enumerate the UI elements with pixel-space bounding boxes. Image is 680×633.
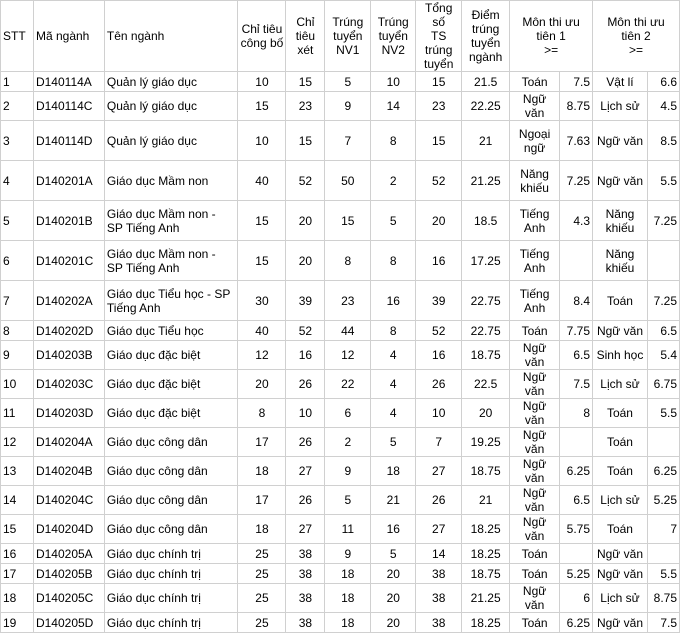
header-stt: STT bbox=[1, 1, 34, 72]
cell-stt: 16 bbox=[1, 544, 34, 564]
cell-stt: 18 bbox=[1, 584, 34, 613]
cell-diem-mon-1: 7.5 bbox=[560, 370, 593, 399]
cell-tong-so: 16 bbox=[416, 341, 462, 370]
cell-nv1: 2 bbox=[325, 428, 371, 457]
cell-stt: 7 bbox=[1, 281, 34, 321]
cell-stt: 9 bbox=[1, 341, 34, 370]
cell-nv1: 5 bbox=[325, 72, 371, 92]
cell-nv2: 10 bbox=[371, 72, 416, 92]
cell-nv1: 5 bbox=[325, 486, 371, 515]
cell-diem-mon-2: 7.5 bbox=[647, 613, 679, 633]
cell-nv1: 9 bbox=[325, 457, 371, 486]
cell-chi-tieu-xet: 10 bbox=[286, 399, 325, 428]
cell-diem: 21.25 bbox=[462, 584, 510, 613]
cell-diem-mon-1: 7.25 bbox=[560, 161, 593, 201]
cell-stt: 15 bbox=[1, 515, 34, 544]
cell-tong-so: 16 bbox=[416, 241, 462, 281]
cell-ma-nganh: D140114A bbox=[33, 72, 104, 92]
cell-ten-nganh: Giáo dục Tiểu học - SP Tiếng Anh bbox=[104, 281, 238, 321]
cell-diem-mon-2: 5.5 bbox=[647, 564, 679, 584]
cell-nv2: 14 bbox=[371, 92, 416, 121]
cell-ma-nganh: D140204B bbox=[33, 457, 104, 486]
cell-mon-1: Ngữ văn bbox=[510, 515, 560, 544]
cell-tong-so: 52 bbox=[416, 161, 462, 201]
cell-chi-tieu-cong-bo: 25 bbox=[238, 613, 286, 633]
cell-nv2: 8 bbox=[371, 321, 416, 341]
cell-diem-mon-1 bbox=[560, 241, 593, 281]
cell-stt: 13 bbox=[1, 457, 34, 486]
cell-tong-so: 27 bbox=[416, 457, 462, 486]
cell-diem: 20 bbox=[462, 399, 510, 428]
table-row bbox=[1, 584, 680, 613]
cell-chi-tieu-xet: 39 bbox=[286, 281, 325, 321]
header-trung-tuyen-nv2: Trúng tuyển NV2 bbox=[371, 1, 416, 72]
cell-mon-2: Toán bbox=[593, 399, 648, 428]
cell-chi-tieu-xet: 23 bbox=[286, 92, 325, 121]
cell-stt: 8 bbox=[1, 321, 34, 341]
cell-nv1: 15 bbox=[325, 201, 371, 241]
cell-chi-tieu-cong-bo: 17 bbox=[238, 486, 286, 515]
cell-nv2: 5 bbox=[371, 544, 416, 564]
cell-diem: 21 bbox=[462, 121, 510, 161]
cell-diem-mon-2: 6.25 bbox=[647, 457, 679, 486]
cell-tong-so: 38 bbox=[416, 564, 462, 584]
header-trung-tuyen-nv1: Trúng tuyển NV1 bbox=[325, 1, 371, 72]
cell-chi-tieu-cong-bo: 12 bbox=[238, 341, 286, 370]
cell-chi-tieu-cong-bo: 25 bbox=[238, 544, 286, 564]
cell-nv1: 8 bbox=[325, 241, 371, 281]
table-row bbox=[1, 515, 680, 544]
cell-diem-mon-1: 6.5 bbox=[560, 486, 593, 515]
cell-mon-1: Ngữ văn bbox=[510, 428, 560, 457]
cell-mon-2: Vật lí bbox=[593, 72, 648, 92]
cell-mon-1: Ngữ văn bbox=[510, 584, 560, 613]
cell-nv1: 6 bbox=[325, 399, 371, 428]
cell-chi-tieu-xet: 26 bbox=[286, 370, 325, 399]
cell-diem-mon-2 bbox=[647, 544, 679, 564]
cell-stt: 19 bbox=[1, 613, 34, 633]
cell-diem-mon-1: 8.75 bbox=[560, 92, 593, 121]
cell-chi-tieu-cong-bo: 18 bbox=[238, 515, 286, 544]
cell-ma-nganh: D140203D bbox=[33, 399, 104, 428]
cell-mon-2: Sinh học bbox=[593, 341, 648, 370]
table-row bbox=[1, 399, 680, 428]
cell-stt: 1 bbox=[1, 72, 34, 92]
cell-diem-mon-2 bbox=[647, 241, 679, 281]
cell-diem-mon-2: 7.25 bbox=[647, 281, 679, 321]
cell-diem: 18.5 bbox=[462, 201, 510, 241]
cell-diem: 18.25 bbox=[462, 613, 510, 633]
cell-stt: 14 bbox=[1, 486, 34, 515]
cell-chi-tieu-cong-bo: 18 bbox=[238, 457, 286, 486]
cell-chi-tieu-xet: 38 bbox=[286, 613, 325, 633]
cell-mon-1: Ngữ văn bbox=[510, 457, 560, 486]
cell-ten-nganh: Quản lý giáo dục bbox=[104, 121, 238, 161]
cell-diem-mon-1: 4.3 bbox=[560, 201, 593, 241]
cell-mon-2: Lịch sử bbox=[593, 584, 648, 613]
table-row bbox=[1, 92, 680, 121]
cell-ten-nganh: Giáo dục đặc biệt bbox=[104, 399, 238, 428]
cell-mon-2: Ngữ văn bbox=[593, 544, 648, 564]
header-chi-tieu-xet: Chỉ tiêu xét bbox=[286, 1, 325, 72]
cell-diem-mon-1 bbox=[560, 544, 593, 564]
cell-ten-nganh: Giáo dục chính trị bbox=[104, 584, 238, 613]
cell-diem: 19.25 bbox=[462, 428, 510, 457]
header-diem-trung-tuyen: Điểm trúng tuyển ngành bbox=[462, 1, 510, 72]
cell-mon-1: Ngoại ngữ bbox=[510, 121, 560, 161]
cell-nv1: 23 bbox=[325, 281, 371, 321]
cell-ma-nganh: D140205D bbox=[33, 613, 104, 633]
cell-nv1: 18 bbox=[325, 564, 371, 584]
cell-ma-nganh: D140201B bbox=[33, 201, 104, 241]
table-row bbox=[1, 457, 680, 486]
cell-stt: 12 bbox=[1, 428, 34, 457]
cell-nv2: 5 bbox=[371, 201, 416, 241]
cell-stt: 4 bbox=[1, 161, 34, 201]
cell-mon-1: Toán bbox=[510, 564, 560, 584]
cell-ten-nganh: Giáo dục Mầm non - SP Tiếng Anh bbox=[104, 241, 238, 281]
cell-diem-mon-2: 5.5 bbox=[647, 161, 679, 201]
cell-chi-tieu-cong-bo: 15 bbox=[238, 241, 286, 281]
cell-diem: 22.5 bbox=[462, 370, 510, 399]
cell-chi-tieu-cong-bo: 17 bbox=[238, 428, 286, 457]
cell-nv1: 18 bbox=[325, 613, 371, 633]
cell-chi-tieu-cong-bo: 25 bbox=[238, 584, 286, 613]
cell-nv1: 11 bbox=[325, 515, 371, 544]
cell-diem-mon-1: 7.5 bbox=[560, 72, 593, 92]
cell-diem-mon-2: 5.5 bbox=[647, 399, 679, 428]
cell-diem-mon-1: 8.4 bbox=[560, 281, 593, 321]
cell-diem: 22.25 bbox=[462, 92, 510, 121]
cell-diem-mon-2: 6.5 bbox=[647, 321, 679, 341]
cell-ten-nganh: Giáo dục công dân bbox=[104, 457, 238, 486]
cell-mon-2: Ngữ văn bbox=[593, 613, 648, 633]
table-row bbox=[1, 486, 680, 515]
cell-nv2: 8 bbox=[371, 121, 416, 161]
cell-nv2: 4 bbox=[371, 399, 416, 428]
cell-mon-2: Lịch sử bbox=[593, 92, 648, 121]
cell-ma-nganh: D140204D bbox=[33, 515, 104, 544]
cell-nv2: 5 bbox=[371, 428, 416, 457]
cell-mon-2: Ngữ văn bbox=[593, 161, 648, 201]
cell-diem-mon-1: 5.75 bbox=[560, 515, 593, 544]
cell-ten-nganh: Giáo dục chính trị bbox=[104, 564, 238, 584]
cell-diem-mon-2: 8.75 bbox=[647, 584, 679, 613]
cell-diem-mon-2: 7.25 bbox=[647, 201, 679, 241]
cell-chi-tieu-xet: 26 bbox=[286, 486, 325, 515]
cell-nv2: 21 bbox=[371, 486, 416, 515]
cell-diem: 18.25 bbox=[462, 515, 510, 544]
cell-chi-tieu-cong-bo: 20 bbox=[238, 370, 286, 399]
cell-tong-so: 10 bbox=[416, 399, 462, 428]
cell-ten-nganh: Giáo dục chính trị bbox=[104, 544, 238, 564]
cell-diem-mon-2 bbox=[647, 428, 679, 457]
table-row bbox=[1, 121, 680, 161]
cell-stt: 11 bbox=[1, 399, 34, 428]
table-row bbox=[1, 72, 680, 92]
cell-chi-tieu-xet: 26 bbox=[286, 428, 325, 457]
cell-mon-2: Toán bbox=[593, 457, 648, 486]
cell-ma-nganh: D140114C bbox=[33, 92, 104, 121]
cell-chi-tieu-xet: 52 bbox=[286, 161, 325, 201]
cell-tong-so: 38 bbox=[416, 613, 462, 633]
cell-ma-nganh: D140203B bbox=[33, 341, 104, 370]
cell-ma-nganh: D140202A bbox=[33, 281, 104, 321]
cell-nv1: 44 bbox=[325, 321, 371, 341]
cell-chi-tieu-xet: 16 bbox=[286, 341, 325, 370]
cell-nv1: 50 bbox=[325, 161, 371, 201]
cell-ma-nganh: D140202D bbox=[33, 321, 104, 341]
cell-mon-1: Toán bbox=[510, 321, 560, 341]
cell-diem-mon-1: 5.25 bbox=[560, 564, 593, 584]
cell-diem-mon-1: 6.25 bbox=[560, 457, 593, 486]
cell-tong-so: 27 bbox=[416, 515, 462, 544]
cell-tong-so: 15 bbox=[416, 121, 462, 161]
cell-diem-mon-1: 7.75 bbox=[560, 321, 593, 341]
cell-nv2: 16 bbox=[371, 515, 416, 544]
cell-diem-mon-1: 6.25 bbox=[560, 613, 593, 633]
cell-mon-2: Năng khiếu bbox=[593, 241, 648, 281]
cell-diem-mon-1: 6 bbox=[560, 584, 593, 613]
cell-mon-2: Ngữ văn bbox=[593, 121, 648, 161]
cell-mon-1: Toán bbox=[510, 613, 560, 633]
table-row bbox=[1, 161, 680, 201]
cell-mon-1: Ngữ văn bbox=[510, 341, 560, 370]
cell-nv2: 20 bbox=[371, 584, 416, 613]
cell-diem: 22.75 bbox=[462, 281, 510, 321]
cell-ten-nganh: Giáo dục đặc biệt bbox=[104, 341, 238, 370]
cell-chi-tieu-xet: 38 bbox=[286, 544, 325, 564]
cell-tong-so: 52 bbox=[416, 321, 462, 341]
cell-ma-nganh: D140203C bbox=[33, 370, 104, 399]
cell-diem-mon-1: 6.5 bbox=[560, 341, 593, 370]
cell-ma-nganh: D140205B bbox=[33, 564, 104, 584]
cell-diem-mon-1: 8 bbox=[560, 399, 593, 428]
cell-mon-1: Ngữ văn bbox=[510, 370, 560, 399]
table-row bbox=[1, 544, 680, 564]
cell-chi-tieu-cong-bo: 30 bbox=[238, 281, 286, 321]
cell-stt: 6 bbox=[1, 241, 34, 281]
cell-mon-2: Lịch sử bbox=[593, 486, 648, 515]
cell-nv1: 22 bbox=[325, 370, 371, 399]
table-row bbox=[1, 613, 680, 633]
cell-ma-nganh: D140114D bbox=[33, 121, 104, 161]
cell-chi-tieu-cong-bo: 10 bbox=[238, 72, 286, 92]
cell-mon-1: Năng khiếu bbox=[510, 161, 560, 201]
cell-mon-2: Toán bbox=[593, 281, 648, 321]
header-ten-nganh: Tên ngành bbox=[104, 1, 238, 72]
header-tong-so-ts: Tổng số TS trúng tuyển bbox=[416, 1, 462, 72]
cell-mon-2: Năng khiếu bbox=[593, 201, 648, 241]
table-row bbox=[1, 564, 680, 584]
cell-diem-mon-2: 5.25 bbox=[647, 486, 679, 515]
cell-chi-tieu-cong-bo: 15 bbox=[238, 92, 286, 121]
cell-diem: 17.25 bbox=[462, 241, 510, 281]
cell-diem-mon-2: 6.6 bbox=[647, 72, 679, 92]
cell-chi-tieu-cong-bo: 10 bbox=[238, 121, 286, 161]
cell-diem-mon-1: 7.63 bbox=[560, 121, 593, 161]
cell-ma-nganh: D140201C bbox=[33, 241, 104, 281]
cell-nv2: 4 bbox=[371, 341, 416, 370]
cell-tong-so: 26 bbox=[416, 486, 462, 515]
cell-diem: 18.75 bbox=[462, 457, 510, 486]
cell-tong-so: 14 bbox=[416, 544, 462, 564]
cell-diem: 22.75 bbox=[462, 321, 510, 341]
cell-chi-tieu-xet: 20 bbox=[286, 241, 325, 281]
cell-stt: 10 bbox=[1, 370, 34, 399]
cell-nv1: 9 bbox=[325, 544, 371, 564]
cell-diem: 18.75 bbox=[462, 341, 510, 370]
cell-diem: 21.5 bbox=[462, 72, 510, 92]
cell-mon-1: Tiếng Anh bbox=[510, 281, 560, 321]
cell-ten-nganh: Quản lý giáo dục bbox=[104, 92, 238, 121]
cell-tong-so: 38 bbox=[416, 584, 462, 613]
cell-stt: 2 bbox=[1, 92, 34, 121]
cell-nv2: 18 bbox=[371, 457, 416, 486]
cell-ma-nganh: D140205A bbox=[33, 544, 104, 564]
cell-mon-2: Ngữ văn bbox=[593, 564, 648, 584]
cell-diem: 21 bbox=[462, 486, 510, 515]
cell-nv1: 18 bbox=[325, 584, 371, 613]
cell-chi-tieu-cong-bo: 25 bbox=[238, 564, 286, 584]
cell-diem-mon-2: 8.5 bbox=[647, 121, 679, 161]
header-ma-nganh: Mã ngành bbox=[33, 1, 104, 72]
cell-diem-mon-2: 5.4 bbox=[647, 341, 679, 370]
cell-chi-tieu-xet: 15 bbox=[286, 121, 325, 161]
cell-ma-nganh: D140205C bbox=[33, 584, 104, 613]
cell-mon-1: Ngữ văn bbox=[510, 92, 560, 121]
cell-ten-nganh: Quản lý giáo dục bbox=[104, 72, 238, 92]
cell-tong-so: 20 bbox=[416, 201, 462, 241]
cell-ma-nganh: D140204A bbox=[33, 428, 104, 457]
table-row bbox=[1, 321, 680, 341]
cell-tong-so: 23 bbox=[416, 92, 462, 121]
cell-ten-nganh: Giáo dục Mầm non - SP Tiếng Anh bbox=[104, 201, 238, 241]
cell-diem: 21.25 bbox=[462, 161, 510, 201]
cell-mon-1: Tiếng Anh bbox=[510, 241, 560, 281]
cell-nv2: 4 bbox=[371, 370, 416, 399]
cell-mon-2: Toán bbox=[593, 515, 648, 544]
header-mon-uu-tien-1: Môn thi ưu tiên 1 >= bbox=[510, 1, 593, 72]
cell-tong-so: 15 bbox=[416, 72, 462, 92]
cell-mon-2: Toán bbox=[593, 428, 648, 457]
cell-diem-mon-2: 7 bbox=[647, 515, 679, 544]
cell-nv2: 8 bbox=[371, 241, 416, 281]
cell-diem: 18.75 bbox=[462, 564, 510, 584]
cell-nv2: 16 bbox=[371, 281, 416, 321]
cell-nv2: 20 bbox=[371, 564, 416, 584]
cell-ten-nganh: Giáo dục đặc biệt bbox=[104, 370, 238, 399]
cell-nv2: 2 bbox=[371, 161, 416, 201]
cell-chi-tieu-xet: 15 bbox=[286, 72, 325, 92]
cell-mon-2: Lịch sử bbox=[593, 370, 648, 399]
cell-stt: 3 bbox=[1, 121, 34, 161]
cell-chi-tieu-cong-bo: 40 bbox=[238, 161, 286, 201]
cell-mon-1: Ngữ văn bbox=[510, 486, 560, 515]
cell-chi-tieu-cong-bo: 8 bbox=[238, 399, 286, 428]
table-row bbox=[1, 241, 680, 281]
cell-ma-nganh: D140201A bbox=[33, 161, 104, 201]
cell-chi-tieu-cong-bo: 40 bbox=[238, 321, 286, 341]
cell-tong-so: 26 bbox=[416, 370, 462, 399]
header-row bbox=[1, 1, 680, 72]
cell-chi-tieu-xet: 52 bbox=[286, 321, 325, 341]
cell-stt: 17 bbox=[1, 564, 34, 584]
cell-diem-mon-2: 6.75 bbox=[647, 370, 679, 399]
cell-nv1: 7 bbox=[325, 121, 371, 161]
cell-tong-so: 39 bbox=[416, 281, 462, 321]
cell-stt: 5 bbox=[1, 201, 34, 241]
cell-nv1: 12 bbox=[325, 341, 371, 370]
cell-diem-mon-1 bbox=[560, 428, 593, 457]
cell-ten-nganh: Giáo dục chính trị bbox=[104, 613, 238, 633]
cell-ten-nganh: Giáo dục Tiểu học bbox=[104, 321, 238, 341]
table-row bbox=[1, 370, 680, 399]
cell-mon-1: Tiếng Anh bbox=[510, 201, 560, 241]
header-chi-tieu-cong-bo: Chỉ tiêu công bố bbox=[238, 1, 286, 72]
cell-tong-so: 7 bbox=[416, 428, 462, 457]
table-row bbox=[1, 201, 680, 241]
cell-chi-tieu-xet: 38 bbox=[286, 584, 325, 613]
cell-chi-tieu-xet: 38 bbox=[286, 564, 325, 584]
table-row bbox=[1, 428, 680, 457]
cell-chi-tieu-xet: 27 bbox=[286, 457, 325, 486]
cell-diem: 18.25 bbox=[462, 544, 510, 564]
cell-chi-tieu-cong-bo: 15 bbox=[238, 201, 286, 241]
cell-chi-tieu-xet: 27 bbox=[286, 515, 325, 544]
cell-ten-nganh: Giáo dục công dân bbox=[104, 428, 238, 457]
header-mon-uu-tien-2: Môn thi ưu tiên 2 >= bbox=[593, 1, 680, 72]
cell-nv1: 9 bbox=[325, 92, 371, 121]
table-row bbox=[1, 281, 680, 321]
cell-mon-2: Ngữ văn bbox=[593, 321, 648, 341]
cell-nv2: 20 bbox=[371, 613, 416, 633]
cell-mon-1: Ngữ văn bbox=[510, 399, 560, 428]
table-row bbox=[1, 341, 680, 370]
cell-mon-1: Toán bbox=[510, 72, 560, 92]
cell-ten-nganh: Giáo dục công dân bbox=[104, 486, 238, 515]
cell-chi-tieu-xet: 20 bbox=[286, 201, 325, 241]
cell-ten-nganh: Giáo dục Mầm non bbox=[104, 161, 238, 201]
cell-ma-nganh: D140204C bbox=[33, 486, 104, 515]
cell-ten-nganh: Giáo dục công dân bbox=[104, 515, 238, 544]
cell-diem-mon-2: 4.5 bbox=[647, 92, 679, 121]
cell-mon-1: Toán bbox=[510, 544, 560, 564]
